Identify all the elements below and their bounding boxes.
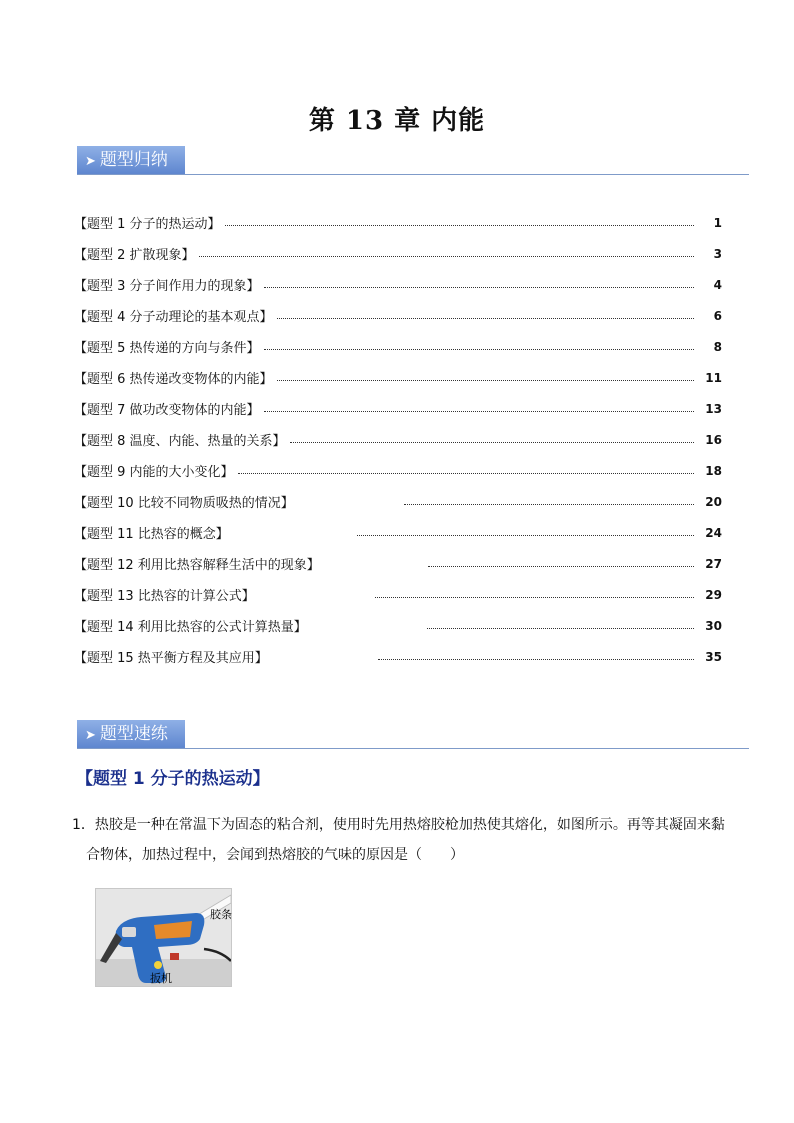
toc-item[interactable]: 【题型 4 分子动理论的基本观点】 6 bbox=[74, 308, 722, 325]
toc-item[interactable]: 【题型 9 内能的大小变化】 18 bbox=[74, 463, 722, 480]
section-label: 题型归纳 bbox=[99, 150, 168, 170]
toc-item[interactable]: 【题型 12 利用比热容解释生活中的现象】 27 bbox=[74, 556, 722, 573]
figure-label-stick: 胶条 bbox=[210, 908, 232, 921]
question-type-heading: 【题型 1 分子的热运动】 bbox=[76, 769, 270, 789]
section-label: 题型速练 bbox=[99, 724, 168, 744]
toc-item[interactable]: 【题型 2 扩散现象】 3 bbox=[74, 246, 722, 263]
figure-label-trigger: 扳机 bbox=[150, 972, 172, 985]
question-text-line: 合物体，加热过程中，会闻到热熔胶的气味的原因是（ ） bbox=[86, 847, 464, 863]
toc-item[interactable]: 【题型 13 比热容的计算公式】 29 bbox=[74, 587, 722, 604]
page-title: 第 13 章 内能 bbox=[308, 106, 486, 136]
toc-item[interactable]: 【题型 6 热传递改变物体的内能】 11 bbox=[74, 370, 722, 387]
toc-item[interactable]: 【题型 5 热传递的方向与条件】 8 bbox=[74, 339, 722, 356]
toc-item[interactable]: 【题型 11 比热容的概念】 24 bbox=[74, 525, 722, 542]
toc-item[interactable]: 【题型 15 热平衡方程及其应用】 35 bbox=[74, 649, 722, 666]
toc-item[interactable]: 【题型 7 做功改变物体的内能】 13 bbox=[74, 401, 722, 418]
toc-item[interactable]: 【题型 8 温度、内能、热量的关系】 16 bbox=[74, 432, 722, 449]
arrow-icon: ➤ bbox=[85, 154, 96, 169]
arrow-icon: ➤ bbox=[85, 728, 96, 743]
question-text-line: 1．热胶是一种在常温下为固态的粘合剂，使用时先用热熔胶枪加热使其熔化，如图所示。再等其凝固来黏 bbox=[72, 817, 725, 833]
toc-item[interactable]: 【题型 10 比较不同物质吸热的情况】 20 bbox=[74, 494, 722, 511]
section-header-practice bbox=[77, 720, 749, 749]
section-header-summary bbox=[77, 146, 749, 175]
toc-item[interactable]: 【题型 14 利用比热容的公式计算热量】 30 bbox=[74, 618, 722, 635]
toc-item[interactable]: 【题型 3 分子间作用力的现象】 4 bbox=[74, 277, 722, 294]
table-of-contents bbox=[74, 207, 722, 672]
question-1 bbox=[72, 810, 732, 870]
toc-item[interactable]: 【题型 1 分子的热运动】 1 bbox=[74, 215, 722, 232]
